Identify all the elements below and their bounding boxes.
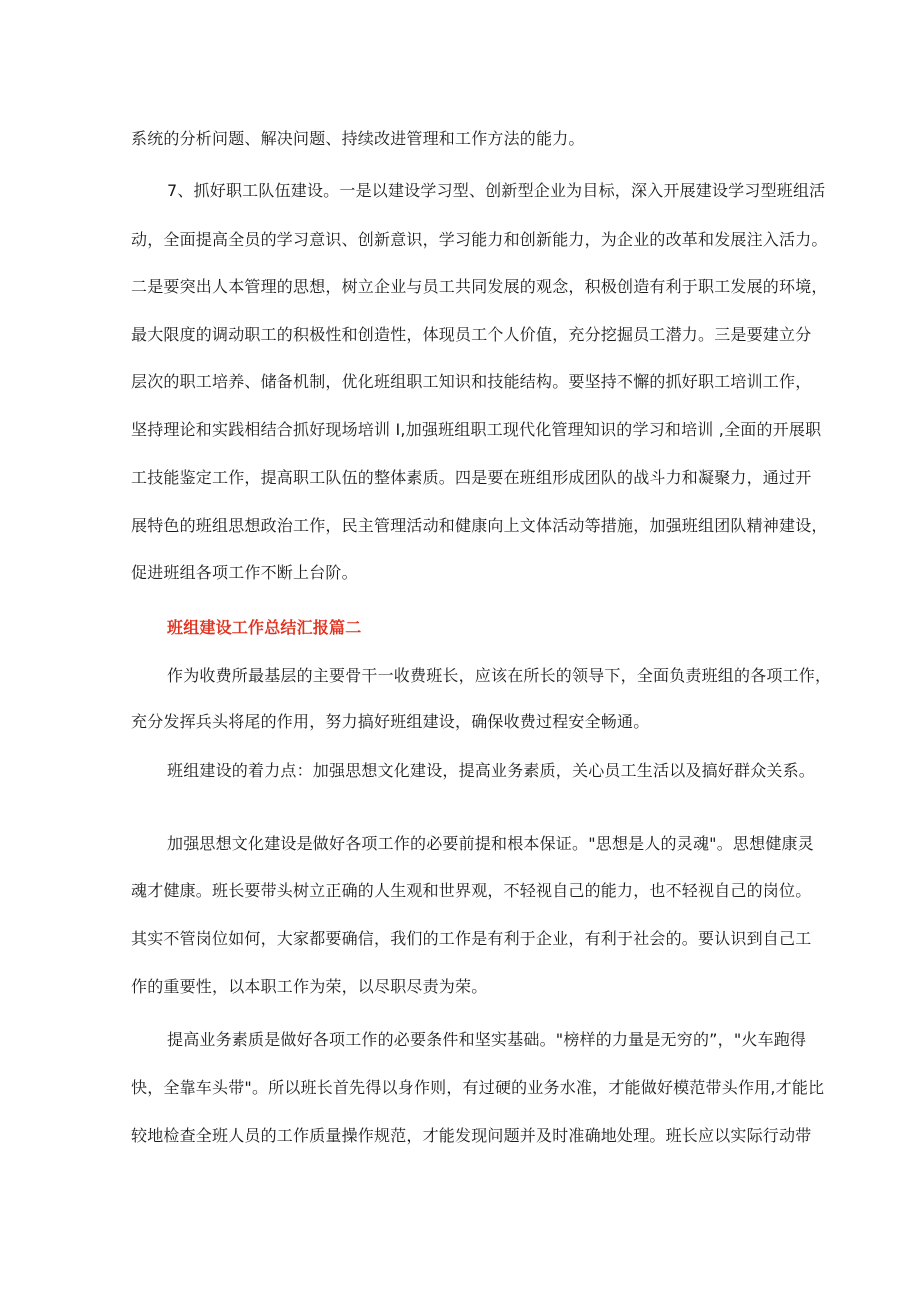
paragraph-line: 加强思想文化建设是做好各项工作的必要前提和根本保证。"思想是人的灵魂"。思想健康灵 bbox=[167, 834, 814, 853]
paragraph-line: 层次的职工培养、储备机制，优化班组职工知识和技能结构。要坚持不懈的抓好职工培训工作， bbox=[131, 372, 812, 391]
paragraph-line: 魂才健康。班长要带头树立正确的人生观和世界观，不轻视自己的能力，也不轻视自己的岗位。 bbox=[131, 881, 812, 900]
paragraph-line: 较地检查全班人员的工作质量操作规范，才能发现问题并及时准确地处理。班长应以实际行动带 bbox=[131, 1126, 812, 1145]
section-heading: 班组建设工作总结汇报篇二 bbox=[167, 618, 362, 637]
paragraph-line: 其实不管岗位如何，大家都要确信，我们的工作是有利于企业，有利于社会的。要认识到自己工 bbox=[131, 929, 812, 948]
paragraph-line: 快，全靠车头带"。所以班长首先得以身作则，有过硬的业务水准，才能做好模范带头作用,才能比 bbox=[131, 1078, 825, 1097]
paragraph-line: 7、抓好职工队伍建设。一是以建设学习型、创新型企业为目标，深入开展建设学习型班组活 bbox=[167, 181, 826, 200]
paragraph-line: 系统的分析问题、解决问题、持续改进管理和工作方法的能力。 bbox=[131, 129, 585, 148]
paragraph-line: 充分发挥兵头将尾的作用，努力搞好班组建设，确保收费过程安全畅通。 bbox=[131, 712, 650, 731]
paragraph-line: 促进班组各项工作不断上台阶。 bbox=[131, 563, 358, 582]
paragraph-line: 展特色的班组思想政治工作，民主管理活动和健康向上文体活动等措施，加强班组团队精神建设， bbox=[131, 516, 828, 535]
paragraph-line: 班组建设的着力点：加强思想文化建设，提高业务素质，关心员工生活以及搞好群众关系。 bbox=[167, 761, 816, 780]
paragraph-line: 最大限度的调动职工的积极性和创造性，体现员工个人价值，充分挖掘员工潜力。三是要建立分 bbox=[131, 325, 812, 344]
paragraph-line: 坚持理论和实践相结合抓好现场培训 I,加强班组职工现代化管理知识的学习和培训 ,全面的开展职 bbox=[131, 420, 822, 439]
paragraph-line: 提高业务素质是做好各项工作的必要条件和坚实基础。"榜样的力量是无穷的”，"火车跑得 bbox=[167, 1030, 807, 1049]
paragraph-line: 动，全面提高全员的学习意识、创新意识，学习能力和创新能力，为企业的改革和发展注入活力。 bbox=[131, 230, 828, 249]
paragraph-line: 作为收费所最基层的主要骨干一收费班长，应该在所长的领导下，全面负责班组的各项工作， bbox=[167, 666, 832, 685]
paragraph-line: 作的重要性，以本职工作为荣，以尽职尽责为荣。 bbox=[131, 977, 488, 996]
paragraph-line: 二是要突出人本管理的思想，树立企业与员工共同发展的观念，积极创造有利于职工发展的环境， bbox=[131, 277, 828, 296]
paragraph-line: 工技能鉴定工作，提高职工队伍的整体素质。四是要在班组形成团队的战斗力和凝聚力，通过开 bbox=[131, 468, 812, 487]
